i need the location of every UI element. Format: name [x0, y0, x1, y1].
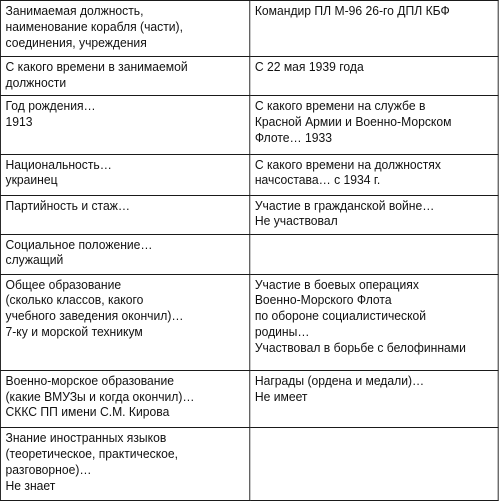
form-row-social-status: [0, 234, 498, 274]
field-command-staff-since: С какого времени на должностях начсостава… с 1934 г.: [250, 154, 498, 195]
field-position-since-value: С 22 мая 1939 года: [250, 57, 498, 96]
form-row-party: [0, 195, 498, 234]
field-general-education: Общее образование (сколько классов, какого учебного заведения окончил)… 7-ку и морской техникум: [0, 274, 249, 370]
field-social-status: Социальное положение… служащий: [0, 234, 249, 274]
field-position-value: Командир ПЛ М-96 26-го ДПЛ КБФ: [250, 1, 498, 57]
field-position-label: Занимаемая должность, наименование корабля (части), соединения, учреждения: [0, 1, 249, 57]
form-row-position-since: [0, 57, 498, 96]
field-service-since: С какого времени на службе в Красной Армии и Военно-Морском Флоте… 1933: [250, 96, 498, 154]
form-row-general-education: [0, 274, 498, 370]
field-position-since-label: С какого времени в занимаемой должности: [0, 57, 249, 96]
field-awards: Награды (ордена и медали)… Не имеет: [250, 370, 498, 427]
form-row-nationality: [0, 154, 498, 195]
form-row-naval-education: [0, 370, 498, 427]
field-nationality: Национальность… украинец: [0, 154, 249, 195]
field-combat-operations: Участие в боевых операциях Военно-Морского Флота по обороне социалистической родины… Участвовал в борьбе с белофиннами: [250, 274, 498, 370]
field-empty-1: [250, 234, 498, 274]
field-civil-war: Участие в гражданской войне… Не участвовал: [250, 195, 498, 234]
form-row-birth-year: [0, 96, 498, 154]
field-empty-2: [250, 428, 498, 501]
field-naval-education: Военно-морское образование (какие ВМУЗы и когда окончил)… СККС ПП имени С.М. Кирова: [0, 370, 249, 427]
form-row-languages: [0, 428, 498, 501]
form-row-position: [0, 1, 498, 57]
field-foreign-languages: Знание иностранных языков (теоретическое, практическое, разговорное)… Не знает: [0, 428, 249, 501]
field-birth-year: Год рождения… 1913: [0, 96, 249, 154]
field-party-membership: Партийность и стаж…: [0, 195, 249, 234]
